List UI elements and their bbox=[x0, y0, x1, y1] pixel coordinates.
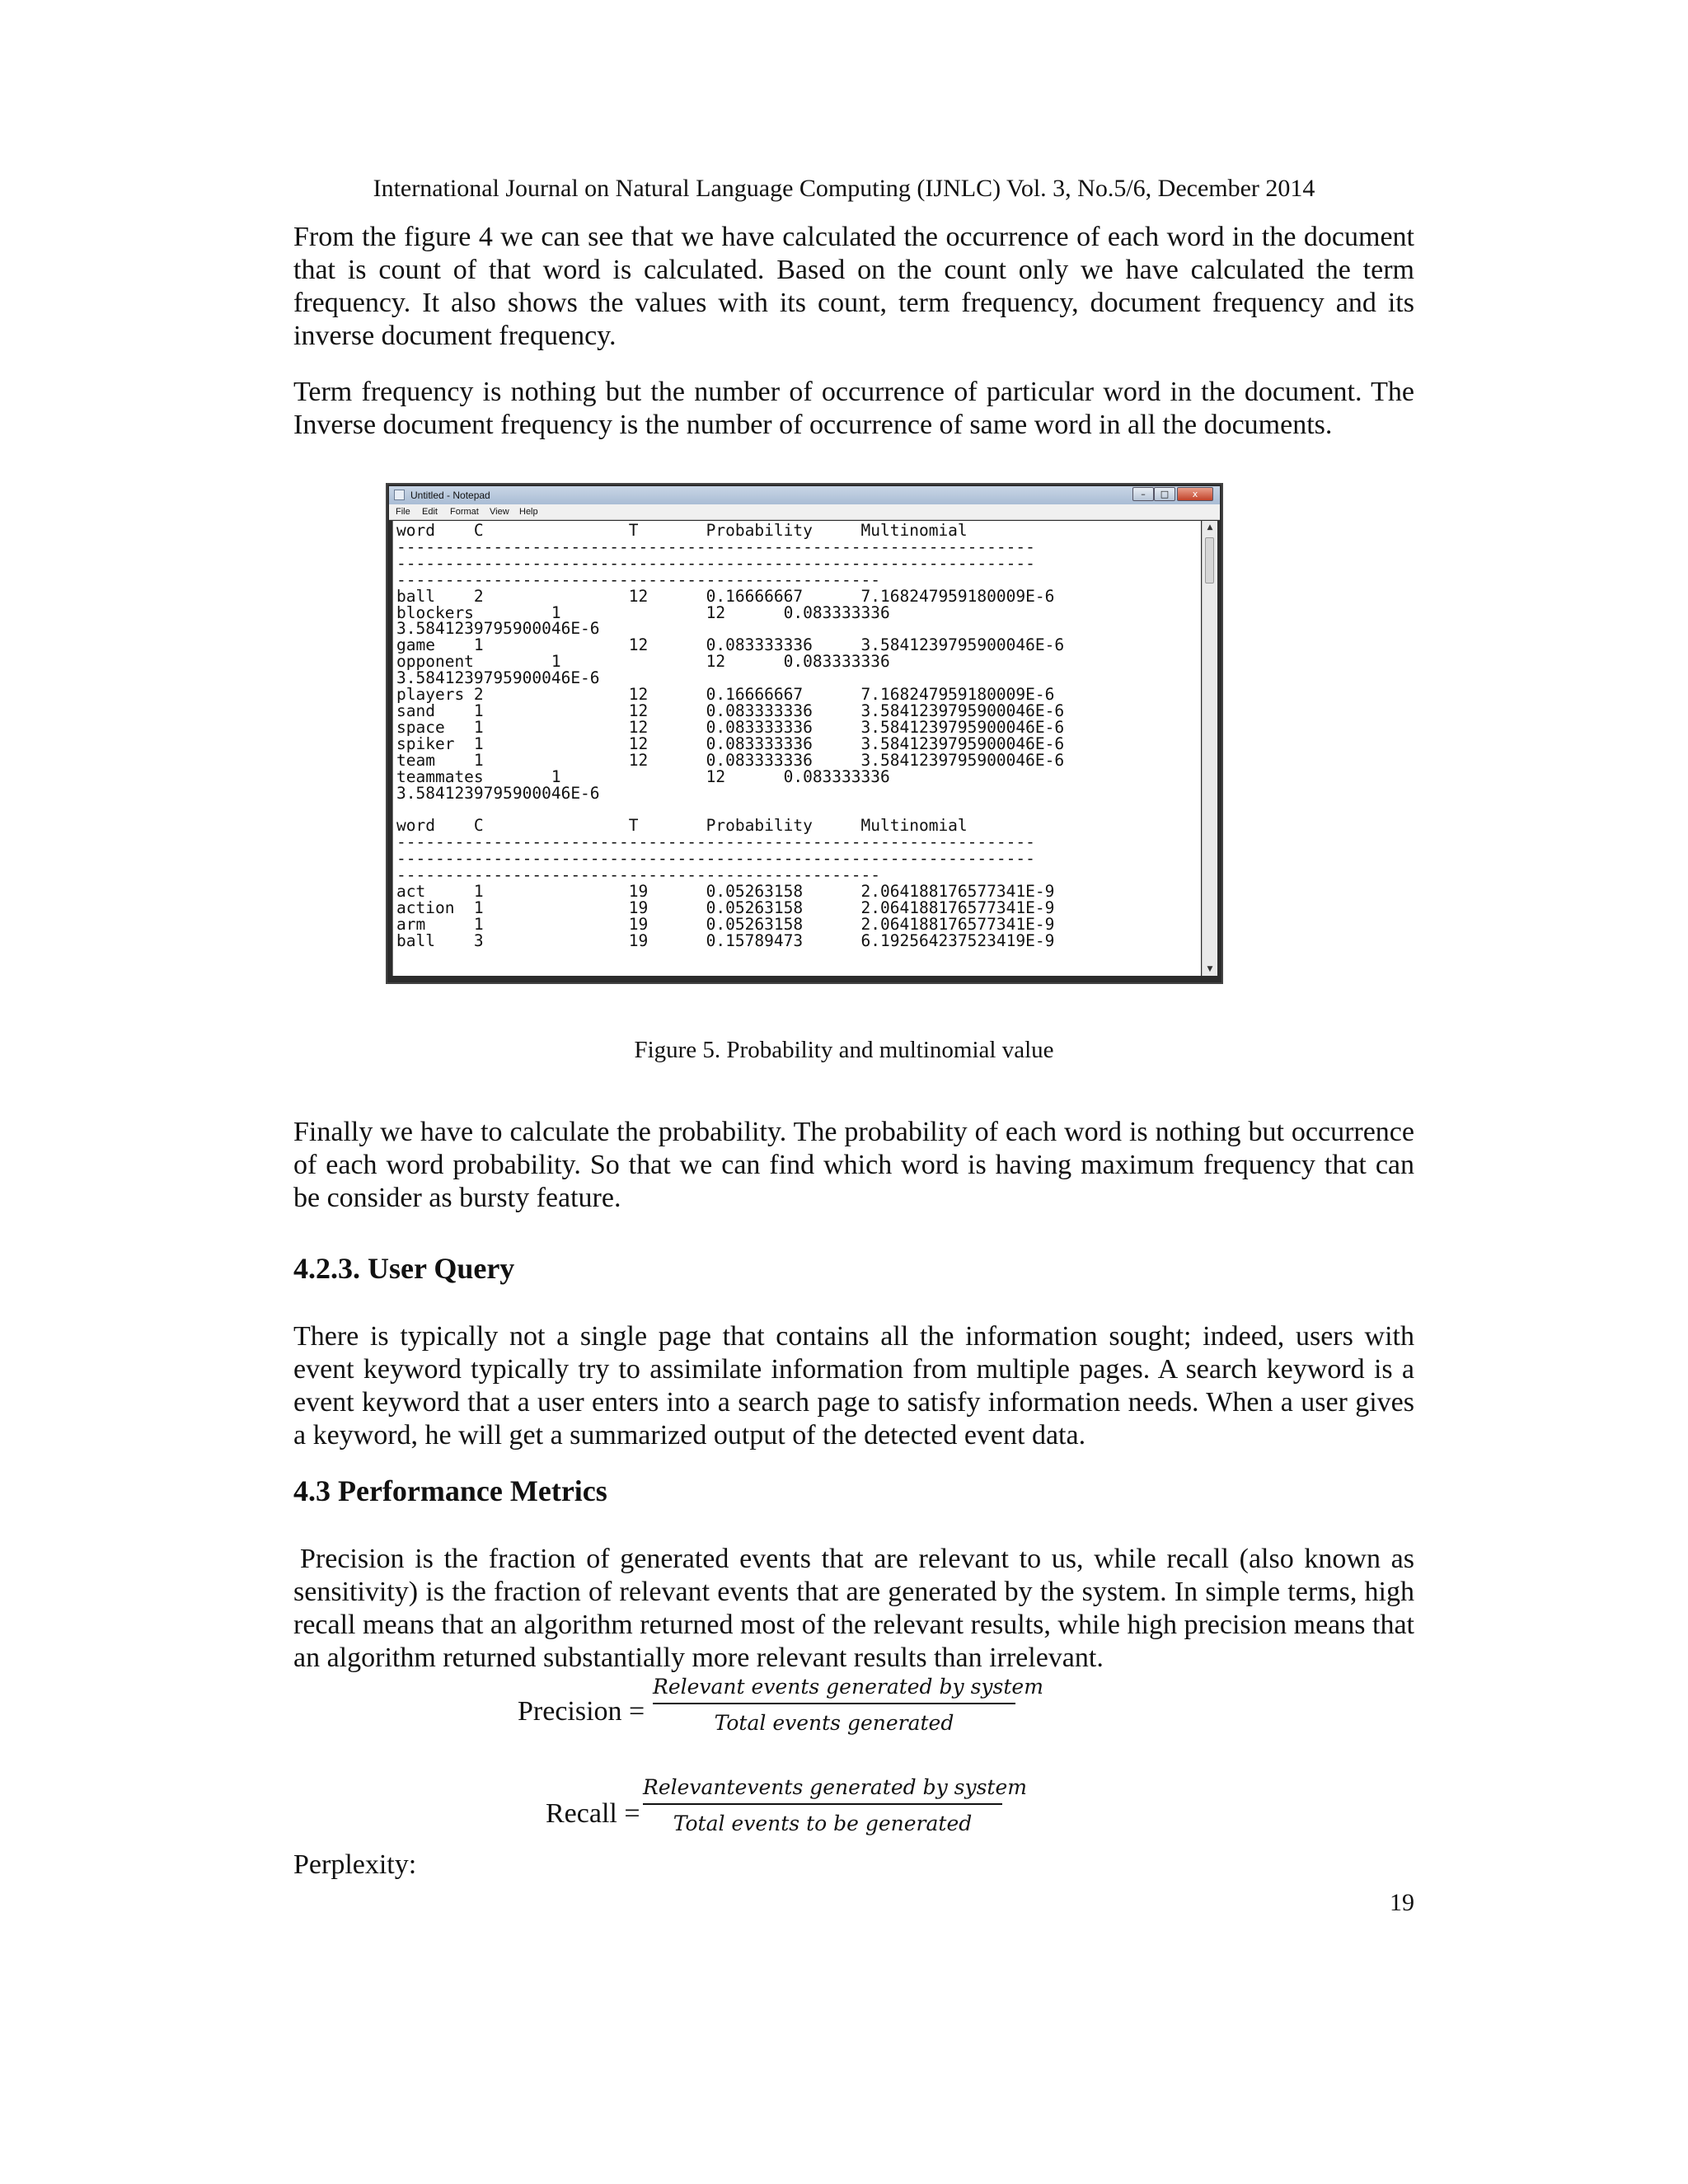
recall-label: Recall = bbox=[546, 1798, 640, 1829]
scrollbar-thumb[interactable] bbox=[1205, 537, 1214, 583]
menu-file[interactable]: File bbox=[396, 507, 410, 517]
perplexity-label: Perplexity: bbox=[293, 1849, 417, 1880]
minimize-button[interactable]: – bbox=[1132, 487, 1154, 501]
maximize-button[interactable]: □ bbox=[1154, 487, 1175, 501]
figure-caption: Figure 5. Probability and multinomial value bbox=[634, 1037, 1054, 1063]
notepad-titlebar bbox=[389, 486, 1220, 504]
paragraph-probability: Finally we have to calculate the probability. The probability of each word is nothing but occurrence of each word probability. So that we can find which word is having maximum frequency that can be consider as bursty feature. bbox=[293, 1117, 1414, 1213]
precision-denominator: Total events generated bbox=[714, 1711, 954, 1735]
notepad-app-icon bbox=[394, 490, 405, 500]
paragraph-user-query: There is typically not a single page that contains all the information sought; indeed, users with event keyword typically try to assimilate information from multiple pages. A search keyword is a event keyword that a user enters into a search page to satisfy information needs. When a user gives a keyword, he will get a summarized output of the detected event data. bbox=[293, 1321, 1414, 1451]
recall-fraction-bar bbox=[643, 1803, 1002, 1805]
journal-header: International Journal on Natural Language Computing (IJNLC) Vol. 3, No.5/6, December 2014 bbox=[373, 175, 1315, 202]
menu-edit[interactable]: Edit bbox=[422, 507, 438, 517]
menu-view[interactable]: View bbox=[490, 507, 509, 517]
notepad-window-figure bbox=[386, 483, 1223, 984]
close-button[interactable]: x bbox=[1177, 487, 1213, 501]
precision-numerator: Relevant events generated by system bbox=[653, 1675, 1043, 1699]
window-title: Untitled - Notepad bbox=[410, 490, 490, 501]
notepad-text-area[interactable] bbox=[392, 521, 1201, 976]
menu-format[interactable]: Format bbox=[450, 507, 479, 517]
recall-denominator: Total events to be generated bbox=[673, 1811, 973, 1835]
paragraph-figure4-discussion: From the figure 4 we can see that we have calculated the occurrence of each word in the document that is count of that word is calculated. Based on the count only we have calculated the term frequency. It also shows the values with its count, term frequency, document frequency and its inverse document frequency. bbox=[293, 222, 1414, 351]
scroll-up-arrow-icon[interactable]: ▲ bbox=[1207, 523, 1213, 532]
recall-numerator: Relevantevents generated by system bbox=[643, 1775, 1027, 1799]
scroll-down-arrow-icon[interactable]: ▼ bbox=[1207, 965, 1213, 973]
paragraph-term-frequency: Term frequency is nothing but the number of occurrence of particular word in the document. The Inverse document frequency is the number of occurrence of same word in all the documents. bbox=[293, 377, 1414, 440]
notepad-menubar bbox=[389, 504, 1220, 520]
section-heading-performance-metrics: 4.3 Performance Metrics bbox=[293, 1474, 607, 1507]
vertical-scrollbar[interactable] bbox=[1202, 521, 1217, 976]
section-heading-user-query: 4.2.3. User Query bbox=[293, 1252, 515, 1285]
probability-multinomial-output: word C T Probability Multinomial ------------------------------------------------------------------ ------------------------------------------------------------------ -------------------------------------------------- ball 2 12 0.16666667 7.168247959180009E-6 blockers 1 12 0.083333336 3.5841239795900046E-6 game 1 12 0.083333336 3.5841239795900046E-6 opponent 1 12 0.083333336 3.5841239795900046E-6 players 2 12 0.16666667 7.168247959180009E-6 sand 1 12 0.083333336 3.5841239795900046E-6 space 1 12 0.083333336 3.5841239795900046E-6 spiker 1 12 0.083333336 3.5841239795900046E-6 team 1 12 0.083333336 3.5841239795900046E-6 teammates 1 12 0.083333336 3.5841239795900046E-6 word C T Probability Multinomial ------------------------------------------------------------------ ------------------------------------------------------------------ -------------------------------------------------- act 1 19 0.05263158 2.064188176577341E-9 action 1 19 0.05263158 2.064188176577341E-9 arm 1 19 0.05263158 2.064188176577341E-9 ball 3 19 0.15789473 6.192564237523419E-9 bbox=[396, 521, 1065, 950]
paragraph-precision-recall: Precision is the fraction of generated events that are relevant to us, while recall (also known as sensitivity) is the fraction of relevant events that are generated by the system. In simple terms, high recall means that an algorithm returned most of the relevant results, while high precision means that an algorithm returned substantially more relevant results than irrelevant. bbox=[293, 1544, 1414, 1673]
page-number: 19 bbox=[1390, 1889, 1414, 1916]
menu-help[interactable]: Help bbox=[519, 507, 538, 517]
precision-fraction-bar bbox=[653, 1703, 1015, 1704]
precision-label: Precision = bbox=[518, 1696, 645, 1727]
